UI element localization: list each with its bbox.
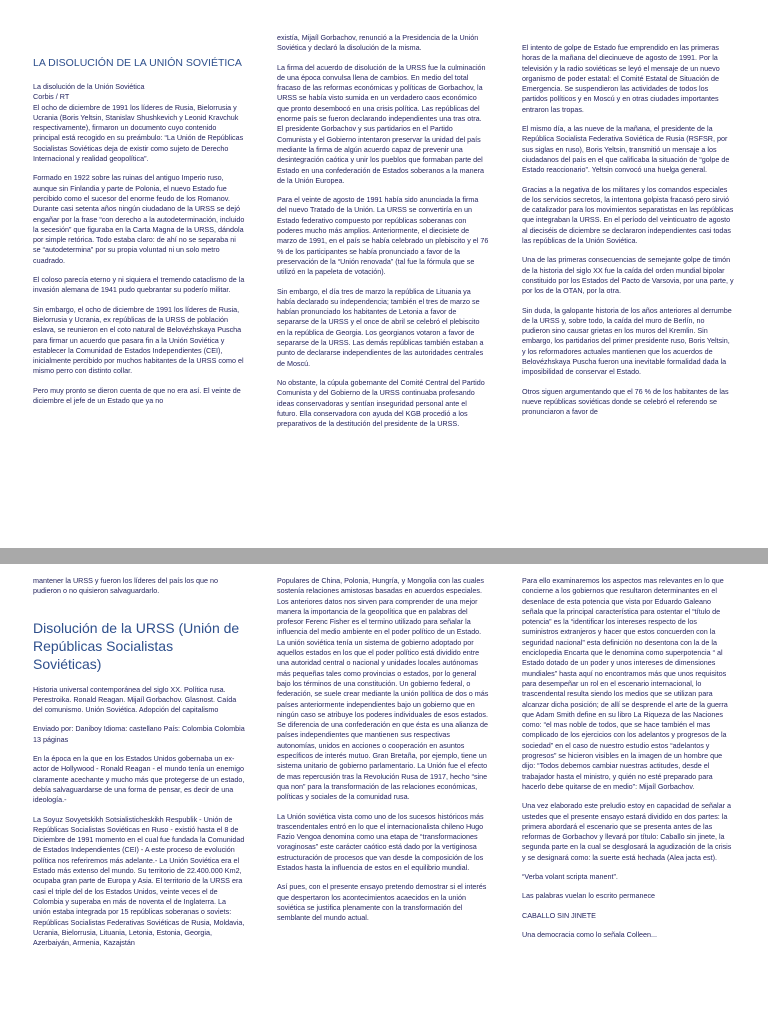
paragraph: Pero muy pronto se dieron cuenta de que no era así. El veinte de diciembre el jefe de un Estado que ya no (33, 385, 241, 406)
paragraph: El mismo día, a las nueve de la mañana, el presidente de la República Socialista Federativa Soviética de Rusia (RSFSR, por sus siglas en ruso), Boris Yeltsin, transmitió un mensaje a los ciudadanos del país en el que calificaba la situación de “golpe de Estado reaccionario”. Yeltsin convocó una huelga general. (522, 124, 730, 175)
paragraph: Historia universal contemporánea del siglo XX. Política rusa. Perestroika. Ronald Reagan. Mijaíl Gorbachov. Glasnost. Caída del comunismo. Unión Soviética. Adopción del capitalismo (33, 684, 237, 715)
paragraph: Para el veinte de agosto de 1991 había sido anunciada la firma del nuevo Tratado de la Unión. La URSS se convertiría en un Estado federativo compuesto por repúblicas soberanas con poderes mucho más amplios. Anteriormente, el diecisiete de marzo de 1991, en el país se había celebrado un plebiscito y el 76 % de los participantes se había pronunciado a favor de la preservación de la “Unión renovada” (tal fue la fórmula que se utilizó en la papeleta de votación). (277, 195, 489, 277)
paragraph: Una de las primeras consecuencias de semejante golpe de timón de la historia del siglo XX fue la caída del orden mundial bipolar constituido por los Estados del Pacto de Varsovia, por una parte, y por los de la OTAN, por la otra. (522, 255, 734, 296)
paragraph: Sin embargo, el día tres de marzo la república de Lituania ya había declarado su independencia; también el tres de marzo se habían pronunciado los habitantes de Letonia a favor de separarse de la URSS y el once de abril se celebró el plebiscito en la república de Georgia. Los georgianos votaron a favor de separarse de la URSS. Las demás repúblicas también estaban a punto de declararse independientes de las autoridades centrales de Moscú. (277, 286, 484, 368)
paragraph: Sin embargo, el ocho de diciembre de 1991 los líderes de Rusia, Bielorrusia y Ucrania, ex repúblicas de la URSS de población eslava, se reunieron en el coto natural de Belovézhskaya Puscha para firmar un acuerdo que pasara fin a la Unión Soviética y establecer la Comunidad de Estados Independientes (CEI), inicialmente percibido por muchos habitantes de la URSS como el mismo perro con distinto collar. (33, 304, 244, 376)
paragraph: En la época en la que en los Estados Unidos gobernaba un ex-actor de Hollywood - Ronald Reagan - el mundo tenía un enemigo claramente acechante y mucho más que protegerse de un estado, debía salvaguardarse de una forma de pensar, es decir de una ideología.- (33, 754, 245, 805)
paragraph: La disolución de la Unión Soviética Corbis / RT El ocho de diciembre de 1991 los líderes de Rusia, Bielorrusia y Ucrania (Boris Yeltsin, Stanislav Shushkevich y Leonid Kravchuk respectivamente), firmaron un documento cuyo contenido principal está recogido en su preámbulo: “La Unión de Repúblicas Socialistas Soviéticas deja de existir como sujeto de Derecho Internacional y realidad geopolítica”. (33, 82, 244, 164)
paragraph: Populares de China, Polonia, Hungría, y Mongolia con las cuales sostenía relaciones amistosas basadas en acuerdos especiales. Los anteriores datos nos sirven para comprender de una mejor manera la importancia de la geopolítica que en palabras del profesor Ferenc Fisher es el termino utilizado para señalar la influencia del medio ambiente en el poder político de un Estado. La unión soviética tenía un sistema de gobierno adoptado por aquellos estados en los que el poder político está dividido entre una autoridad central o nacional y unidades locales autónomas más pequeñas tales como provincias o estados, por lo general bajo los términos de una constitución. Un gobierno federal, o federación, se suele crear mediante la unión política de dos o más países anteriormente independientes bajo un gobierno que en ningún caso se atribuye los poderes individuales de esos estados. Se diferencia de una confederación en que ésta es una alianza de países independientes que mantienen sus respectivas autonomías, unidos en acciones o cooperación en asuntos específicos de interés mutuo. Gran Bretaña, por ejemplo, tiene un sistema unitario de gobierno parlamentario. La Unión fue el efecto de mas repercusión tras la Revolución Rusa de 1917, hecho “sine qua non” para la transformación de las relaciones económicas, políticas y sociales de la comunidad rusa. (277, 576, 489, 802)
paragraph: Así pues, con el presente ensayo pretendo demostrar si el interés que despertaron los acontecimientos acaecidos en la unión soviética se justifica plenamente con la transformación del semblante del mundo actual. (277, 882, 487, 923)
paragraph: Una vez elaborado este preludio estoy en capacidad de señalar a ustedes que el presente ensayo estará dividido en dos partes: la primera abordará el escenario que se presenta antes de las reformas de Gorbachov y llevará por título: Caballo sin jinete, la segunda parte en la cual se desglosará la agudización de la crisis y se designará como: la suerte está hechada (Alea jacta est). (522, 801, 732, 862)
paragraph: El coloso parecía eterno y ni siquiera el tremendo cataclismo de la invasión alemana de 1941 pudo quebrantar su poderío militar. (33, 275, 245, 295)
page2-column-2 (277, 576, 489, 933)
section-heading: CABALLO SIN JINETE (522, 910, 596, 920)
paragraph: El intento de golpe de Estado fue emprendido en las primeras horas de la mañana del diecinueve de agosto de 1991. Por la televisión y la radio soviéticas se leyó el mensaje de un nuevo organismo de poder estatal: el Comité Estatal de Situación de Emergencia. Se suspendieron las actividades de todos los partidos políticos y en Moscú y en otras ciudades importantes entraron las tropas. (522, 43, 720, 114)
page1-column-1 (33, 56, 245, 415)
paragraph: Formado en 1922 sobre las ruinas del antiguo Imperio ruso, aunque sin Finlandia y parte de Polonia, el nuevo Estado fue percibido como el sucesor del enorme feudo de los Romanov. Durante casi setenta años ningún ciudadano de la URSS se dejó engañar por la frase “con derecho a la autodeterminación, incluido la secesión” que figuraba en la Carta Magna de la URSS, dándola por simple retórica. Todo estaba claro: de ahí no se separaba ni se “autodetermina” por su propia voluntad ni un solo metro cuadrado. (33, 173, 245, 265)
paragraph: Una democracia como lo señala Colleen... (522, 929, 658, 939)
paragraph: Gracias a la negativa de los militares y los comandos especiales de los servicios secretos, la intentona golpista fracasó pero sirvió de catalizador para los movimientos separatistas en las repúblicas que integraban la URSS. En el período del veinticuatro de agosto al dieciséis de diciembre se declararon independientes casi todas las repúblicas de la Unión Soviética. (522, 184, 734, 246)
paragraph: La Soyuz Sovyetskikh Sotsialisticheskikh Respublik - Unión de Repúblicas Socialistas Soviéticas en Ruso - existió hasta el 8 de Diciembre de 1991 momento en el cual fue fundada la Comunidad de Estados Independientes (CEI) - A este proceso de evolución política nos referiremos más adelante.- La Unión Soviética era el Estado más extenso del mundo. Su territorio de 22.400.000 Km2, ocupaba gran parte de Europa y Asia. El territorio de la URSS era casi el triple del de los Estados Unidos, veinte veces el de Colombia y superaba en más de noventa el de Inglaterra. La unión estaba integrada por 15 repúblicas soberanas o soviets: Repúblicas Socialistas Federativas Soviéticas de Rusia, Moldavia, Ucrania, Bielorrusia, Lituania, Letonia, Estonia, Georgia, Azerbaiyán, Armenia, Kazajstán (33, 814, 245, 948)
paragraph: Sin duda, la galopante historia de los años anteriores al derrumbe de la URSS y, sobre todo, la caída del muro de Berlín, no pudieron sino causar grietas en los muros del Kremlin. Sin embargo, los partidarios del primer presidente ruso, Boris Yeltsin, y los reformadores actuales mantienen que los acuerdos de Belovézhskaya Puscha fueron una inevitable formalidad dada la imposibilidad de conservar el Estado. (522, 305, 732, 377)
page1-column-3 (522, 43, 734, 427)
paragraph: mantener la URSS y fueron los líderes del país los que no pudieron o no quisieron salvaguardarlo. (33, 576, 218, 596)
page2-column-1 (33, 576, 245, 957)
page2-column-3 (522, 576, 734, 949)
page2-title: Disolución de la URSS (Unión de Repúblicas Socialistas Soviéticas) (33, 619, 240, 672)
paragraph: Enviado por: Daniboy Idioma: castellano País: Colombia Colombia 13 páginas (33, 724, 245, 744)
paragraph: “Verba volant scripta manent”. (522, 872, 618, 882)
paragraph: existía, Mijaíl Gorbachov, renunció a la Presidencia de la Unión Soviética y declaró la disolución de la misma. (277, 33, 479, 53)
document-page-2 (0, 564, 768, 1024)
paragraph: La Unión soviética vista como uno de los sucesos históricos más trascendentales entró en lo que el internacionalista chileno Hugo Fazio Vengoa denomina como una etapa de “transformaciones voraginosas” este carácter caótico está dado por la vertiginosa estructuración de procesos que van desde la composición de los Estados hasta la influencia de estos en el equilibrio mundial. (277, 811, 484, 873)
paragraph: La firma del acuerdo de disolución de la URSS fue la culminación de una época convulsa llena de cambios. En medio del total fracaso de las reformas económicas y políticas de Gorbachov, la URSS se había visto sumida en un verdadero caos económico que pronto desembocó en una crisis política. Las repúblicas del enorme país se fueron declarando independientes una tras otra. El presidente Gorbachov y sus partidarios en el Partido Comunista y el Gobierno intentaron preservar la unidad del país mediante la firma de algún acuerdo capaz de prevenir una desintegración caótica y unir los pueblos que formaban parte del Estado en una confederación de Estados soberanos a la manera de la Unión Europea. (277, 62, 486, 185)
paragraph: No obstante, la cúpula gobernante del Comité Central del Partido Comunista y del Gobierno de la URSS continuaba profesando ideas conservadoras y sentían inseguridad personal ante el futuro. Ella conservadora con ayuda del KGB procedió a los preparativos de la destitución del presidente de la URSS. (277, 377, 485, 429)
paragraph: Otros siguen argumentando que el 76 % de los habitantes de las nueve repúblicas soviéticas donde se celebró el referendo se pronunciaron a favor de (522, 386, 729, 417)
page1-column-2 (277, 33, 489, 438)
page1-title: LA DISOLUCIÓN DE LA UNIÓN SOVIÉTICA (33, 57, 242, 69)
paragraph: Para ello examinaremos los aspectos mas relevantes en lo que concierne a los gobiernos que resultaron determinantes en el desenlace de esta potencia que vista por Eduardo Galeano señala que la principal característica para ostentar el “título de potencia” es la “identificar los intereses respecto de los suministros extranjeros y hacer que estos concuerden con la seguridad nacional” esta definición no desentona con la de la enciclopedia Encarta que le denomina como superpotencia “ al Estado dotado de un poder y unos intereses de dimensiones mundiales” hasta aquí no encontramos más que unos requisitos para desempeñar un rol en el escenario internacional, lo trascendental resulta siendo los medios que se utilizan para alcanzar dicha posición; de allí se desprende el arte de la guerra que Adam Smith define en su libro La Riqueza de las Naciones como: “el mas noble de todos, que se hace también el mas complicado de los ejercicios con los adelantos y progresos de la sociedad” en el caso de nuestro estudio estos “adelantos y progresos” se hicieron visibles en la imagen de un hombre que dijo: “Todos debemos cambiar nuestras actitudes, desde el trabajador hasta el ministro, y quién no esté preparado para hacerlo debe quitarse de en medio”: Mijaíl Gorbachov. (522, 576, 728, 791)
paragraph: Las palabras vuelan lo escrito permanece (522, 891, 656, 901)
